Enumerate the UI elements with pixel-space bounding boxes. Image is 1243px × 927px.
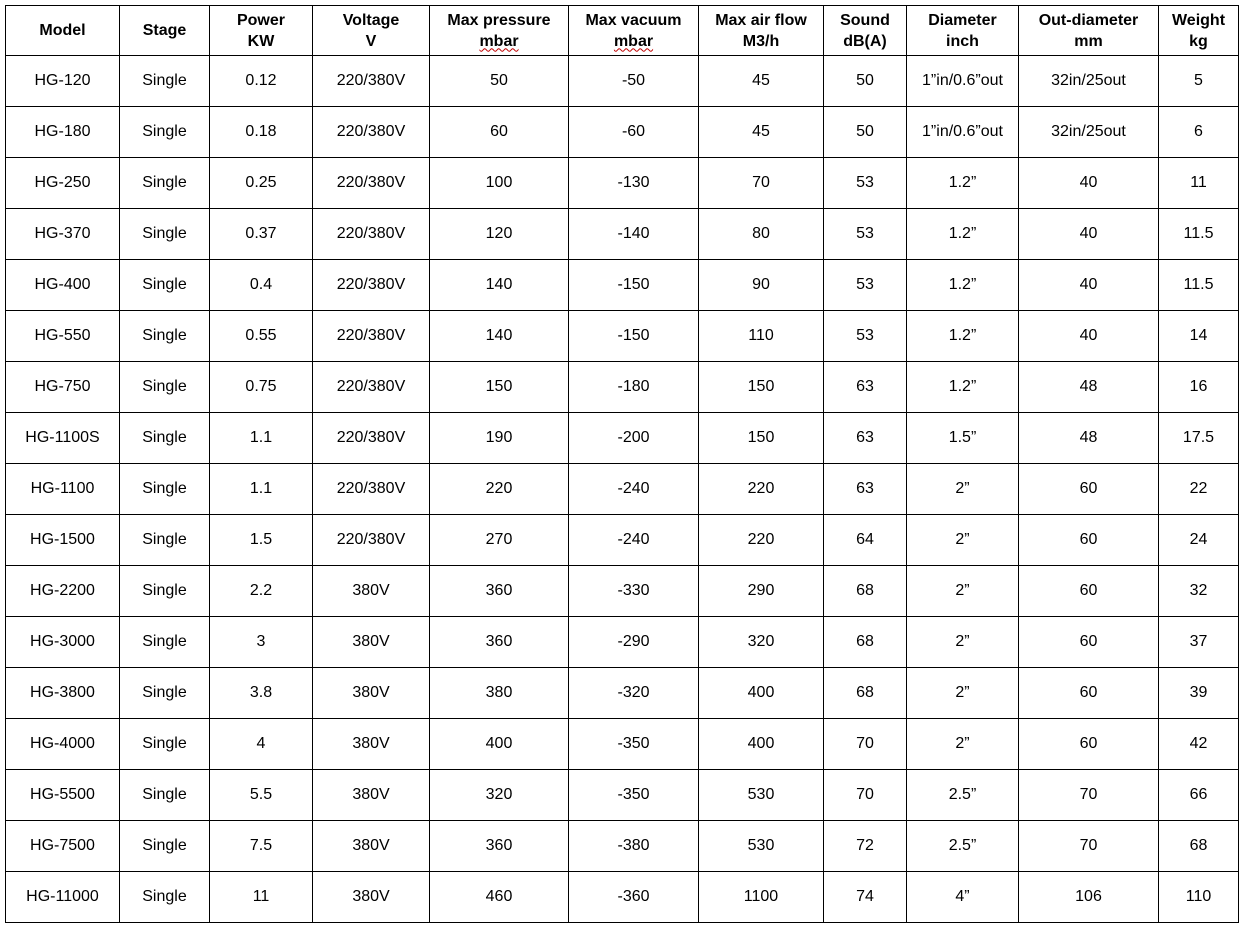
- cell-max-air-flow: 90: [699, 260, 824, 311]
- cell-weight: 17.5: [1159, 413, 1239, 464]
- cell-model: HG-750: [6, 362, 120, 413]
- cell-weight: 6: [1159, 107, 1239, 158]
- cell-max-pressure: 190: [430, 413, 569, 464]
- cell-model: HG-5500: [6, 770, 120, 821]
- cell-out-diameter: 40: [1019, 260, 1159, 311]
- cell-weight: 42: [1159, 719, 1239, 770]
- cell-weight: 37: [1159, 617, 1239, 668]
- cell-sound: 74: [824, 872, 907, 923]
- cell-sound: 53: [824, 260, 907, 311]
- table-row: [6, 413, 1239, 464]
- table-row: [6, 209, 1239, 260]
- cell-max-pressure: 140: [430, 260, 569, 311]
- cell-weight: 11.5: [1159, 209, 1239, 260]
- cell-max-air-flow: 1100: [699, 872, 824, 923]
- cell-power: 3.8: [210, 668, 313, 719]
- cell-max-air-flow: 530: [699, 821, 824, 872]
- cell-max-air-flow: 45: [699, 56, 824, 107]
- cell-sound: 50: [824, 56, 907, 107]
- cell-voltage: 220/380V: [313, 209, 430, 260]
- cell-max-vacuum: -150: [569, 311, 699, 362]
- cell-model: HG-2200: [6, 566, 120, 617]
- table-row: [6, 821, 1239, 872]
- cell-out-diameter: 48: [1019, 413, 1159, 464]
- cell-weight: 11.5: [1159, 260, 1239, 311]
- cell-voltage: 220/380V: [313, 260, 430, 311]
- table-row: [6, 872, 1239, 923]
- cell-max-air-flow: 320: [699, 617, 824, 668]
- cell-model: HG-180: [6, 107, 120, 158]
- cell-model: HG-1100: [6, 464, 120, 515]
- cell-max-pressure: 100: [430, 158, 569, 209]
- cell-stage: Single: [120, 362, 210, 413]
- cell-out-diameter: 40: [1019, 158, 1159, 209]
- cell-diameter: 1.2”: [907, 158, 1019, 209]
- table-row: [6, 311, 1239, 362]
- cell-voltage: 380V: [313, 872, 430, 923]
- cell-voltage: 220/380V: [313, 464, 430, 515]
- cell-diameter: 1”in/0.6”out: [907, 107, 1019, 158]
- header-row: [6, 6, 1239, 56]
- cell-sound: 68: [824, 668, 907, 719]
- cell-voltage: 220/380V: [313, 515, 430, 566]
- cell-out-diameter: 60: [1019, 515, 1159, 566]
- cell-max-vacuum: -360: [569, 872, 699, 923]
- cell-max-pressure: 270: [430, 515, 569, 566]
- cell-model: HG-1500: [6, 515, 120, 566]
- table-row: [6, 770, 1239, 821]
- cell-max-air-flow: 290: [699, 566, 824, 617]
- cell-voltage: 220/380V: [313, 311, 430, 362]
- cell-model: HG-3000: [6, 617, 120, 668]
- cell-power: 1.1: [210, 464, 313, 515]
- cell-stage: Single: [120, 821, 210, 872]
- table-row: [6, 260, 1239, 311]
- cell-max-vacuum: -50: [569, 56, 699, 107]
- cell-max-vacuum: -290: [569, 617, 699, 668]
- cell-power: 5.5: [210, 770, 313, 821]
- cell-voltage: 220/380V: [313, 362, 430, 413]
- cell-weight: 14: [1159, 311, 1239, 362]
- cell-max-pressure: 460: [430, 872, 569, 923]
- cell-stage: Single: [120, 260, 210, 311]
- cell-power: 3: [210, 617, 313, 668]
- cell-max-pressure: 220: [430, 464, 569, 515]
- cell-voltage: 220/380V: [313, 413, 430, 464]
- cell-stage: Single: [120, 158, 210, 209]
- cell-power: 2.2: [210, 566, 313, 617]
- cell-diameter: 1.2”: [907, 209, 1019, 260]
- cell-diameter: 1”in/0.6”out: [907, 56, 1019, 107]
- cell-power: 0.18: [210, 107, 313, 158]
- cell-max-vacuum: -140: [569, 209, 699, 260]
- cell-model: HG-11000: [6, 872, 120, 923]
- spec-table: [5, 5, 1239, 923]
- cell-out-diameter: 70: [1019, 770, 1159, 821]
- cell-diameter: 2”: [907, 464, 1019, 515]
- cell-sound: 63: [824, 362, 907, 413]
- header-max-pressure: Max pressure mbar: [430, 6, 569, 56]
- cell-sound: 63: [824, 413, 907, 464]
- header-diameter: Diameter inch: [907, 6, 1019, 56]
- cell-sound: 53: [824, 158, 907, 209]
- header-voltage: Voltage V: [313, 6, 430, 56]
- cell-out-diameter: 40: [1019, 311, 1159, 362]
- table-row: [6, 668, 1239, 719]
- cell-stage: Single: [120, 515, 210, 566]
- cell-max-pressure: 320: [430, 770, 569, 821]
- cell-stage: Single: [120, 107, 210, 158]
- table-row: [6, 158, 1239, 209]
- cell-stage: Single: [120, 56, 210, 107]
- cell-sound: 70: [824, 770, 907, 821]
- cell-model: HG-370: [6, 209, 120, 260]
- cell-weight: 11: [1159, 158, 1239, 209]
- header-weight: Weight kg: [1159, 6, 1239, 56]
- table-row: [6, 617, 1239, 668]
- cell-diameter: 1.2”: [907, 260, 1019, 311]
- cell-power: 1.5: [210, 515, 313, 566]
- cell-out-diameter: 70: [1019, 821, 1159, 872]
- cell-max-vacuum: -150: [569, 260, 699, 311]
- header-stage: Stage: [120, 6, 210, 56]
- cell-max-vacuum: -330: [569, 566, 699, 617]
- cell-out-diameter: 48: [1019, 362, 1159, 413]
- cell-power: 7.5: [210, 821, 313, 872]
- table-row: [6, 719, 1239, 770]
- cell-max-pressure: 360: [430, 821, 569, 872]
- cell-weight: 68: [1159, 821, 1239, 872]
- cell-diameter: 1.2”: [907, 311, 1019, 362]
- cell-diameter: 2”: [907, 566, 1019, 617]
- cell-model: HG-550: [6, 311, 120, 362]
- cell-sound: 50: [824, 107, 907, 158]
- cell-out-diameter: 60: [1019, 566, 1159, 617]
- cell-sound: 70: [824, 719, 907, 770]
- cell-out-diameter: 32in/25out: [1019, 56, 1159, 107]
- cell-weight: 24: [1159, 515, 1239, 566]
- cell-max-air-flow: 220: [699, 464, 824, 515]
- cell-max-vacuum: -350: [569, 770, 699, 821]
- cell-max-air-flow: 110: [699, 311, 824, 362]
- cell-model: HG-250: [6, 158, 120, 209]
- cell-power: 1.1: [210, 413, 313, 464]
- cell-diameter: 2”: [907, 668, 1019, 719]
- cell-max-vacuum: -180: [569, 362, 699, 413]
- cell-max-air-flow: 80: [699, 209, 824, 260]
- cell-sound: 64: [824, 515, 907, 566]
- cell-sound: 68: [824, 617, 907, 668]
- cell-power: 0.25: [210, 158, 313, 209]
- cell-sound: 53: [824, 311, 907, 362]
- cell-diameter: 2”: [907, 617, 1019, 668]
- cell-max-vacuum: -240: [569, 515, 699, 566]
- cell-max-vacuum: -320: [569, 668, 699, 719]
- cell-power: 0.55: [210, 311, 313, 362]
- cell-stage: Single: [120, 872, 210, 923]
- cell-weight: 39: [1159, 668, 1239, 719]
- cell-stage: Single: [120, 464, 210, 515]
- cell-max-air-flow: 220: [699, 515, 824, 566]
- cell-voltage: 380V: [313, 668, 430, 719]
- cell-weight: 5: [1159, 56, 1239, 107]
- cell-stage: Single: [120, 617, 210, 668]
- cell-weight: 22: [1159, 464, 1239, 515]
- cell-out-diameter: 60: [1019, 464, 1159, 515]
- table-row: [6, 464, 1239, 515]
- cell-out-diameter: 60: [1019, 668, 1159, 719]
- cell-diameter: 1.5”: [907, 413, 1019, 464]
- cell-diameter: 2”: [907, 719, 1019, 770]
- cell-max-pressure: 150: [430, 362, 569, 413]
- cell-weight: 32: [1159, 566, 1239, 617]
- table-row: [6, 56, 1239, 107]
- table-row: [6, 566, 1239, 617]
- cell-max-air-flow: 400: [699, 719, 824, 770]
- cell-voltage: 220/380V: [313, 158, 430, 209]
- header-max-vacuum: Max vacuum mbar: [569, 6, 699, 56]
- cell-max-pressure: 360: [430, 617, 569, 668]
- table-row: [6, 362, 1239, 413]
- cell-voltage: 380V: [313, 719, 430, 770]
- cell-model: HG-1100S: [6, 413, 120, 464]
- cell-diameter: 1.2”: [907, 362, 1019, 413]
- cell-max-vacuum: -60: [569, 107, 699, 158]
- cell-voltage: 380V: [313, 821, 430, 872]
- cell-sound: 72: [824, 821, 907, 872]
- cell-max-air-flow: 70: [699, 158, 824, 209]
- header-model: Model: [6, 6, 120, 56]
- cell-out-diameter: 60: [1019, 617, 1159, 668]
- cell-max-air-flow: 400: [699, 668, 824, 719]
- cell-sound: 53: [824, 209, 907, 260]
- cell-model: HG-7500: [6, 821, 120, 872]
- cell-voltage: 380V: [313, 566, 430, 617]
- cell-stage: Single: [120, 566, 210, 617]
- table-row: [6, 515, 1239, 566]
- cell-max-pressure: 50: [430, 56, 569, 107]
- cell-max-vacuum: -380: [569, 821, 699, 872]
- cell-stage: Single: [120, 719, 210, 770]
- cell-voltage: 220/380V: [313, 107, 430, 158]
- cell-stage: Single: [120, 209, 210, 260]
- cell-power: 0.12: [210, 56, 313, 107]
- header-out-diameter: Out-diameter mm: [1019, 6, 1159, 56]
- cell-weight: 110: [1159, 872, 1239, 923]
- cell-model: HG-400: [6, 260, 120, 311]
- cell-model: HG-3800: [6, 668, 120, 719]
- cell-max-pressure: 140: [430, 311, 569, 362]
- header-power: Power KW: [210, 6, 313, 56]
- cell-out-diameter: 40: [1019, 209, 1159, 260]
- cell-max-air-flow: 150: [699, 413, 824, 464]
- cell-model: HG-120: [6, 56, 120, 107]
- cell-power: 0.4: [210, 260, 313, 311]
- cell-max-vacuum: -240: [569, 464, 699, 515]
- cell-sound: 63: [824, 464, 907, 515]
- cell-diameter: 2.5”: [907, 821, 1019, 872]
- cell-power: 11: [210, 872, 313, 923]
- cell-max-pressure: 120: [430, 209, 569, 260]
- cell-power: 0.75: [210, 362, 313, 413]
- cell-sound: 68: [824, 566, 907, 617]
- cell-max-vacuum: -130: [569, 158, 699, 209]
- cell-stage: Single: [120, 311, 210, 362]
- cell-max-air-flow: 150: [699, 362, 824, 413]
- cell-diameter: 2.5”: [907, 770, 1019, 821]
- cell-max-pressure: 400: [430, 719, 569, 770]
- cell-weight: 66: [1159, 770, 1239, 821]
- cell-diameter: 4”: [907, 872, 1019, 923]
- cell-out-diameter: 60: [1019, 719, 1159, 770]
- cell-voltage: 380V: [313, 617, 430, 668]
- cell-max-vacuum: -200: [569, 413, 699, 464]
- cell-stage: Single: [120, 770, 210, 821]
- header-sound: Sound dB(A): [824, 6, 907, 56]
- cell-weight: 16: [1159, 362, 1239, 413]
- cell-max-air-flow: 530: [699, 770, 824, 821]
- cell-stage: Single: [120, 413, 210, 464]
- cell-max-pressure: 360: [430, 566, 569, 617]
- cell-max-air-flow: 45: [699, 107, 824, 158]
- cell-out-diameter: 32in/25out: [1019, 107, 1159, 158]
- cell-power: 4: [210, 719, 313, 770]
- cell-voltage: 380V: [313, 770, 430, 821]
- cell-model: HG-4000: [6, 719, 120, 770]
- cell-max-pressure: 380: [430, 668, 569, 719]
- cell-max-pressure: 60: [430, 107, 569, 158]
- cell-out-diameter: 106: [1019, 872, 1159, 923]
- cell-max-vacuum: -350: [569, 719, 699, 770]
- cell-voltage: 220/380V: [313, 56, 430, 107]
- table-row: [6, 107, 1239, 158]
- cell-diameter: 2”: [907, 515, 1019, 566]
- cell-stage: Single: [120, 668, 210, 719]
- header-max-air-flow: Max air flow M3/h: [699, 6, 824, 56]
- cell-power: 0.37: [210, 209, 313, 260]
